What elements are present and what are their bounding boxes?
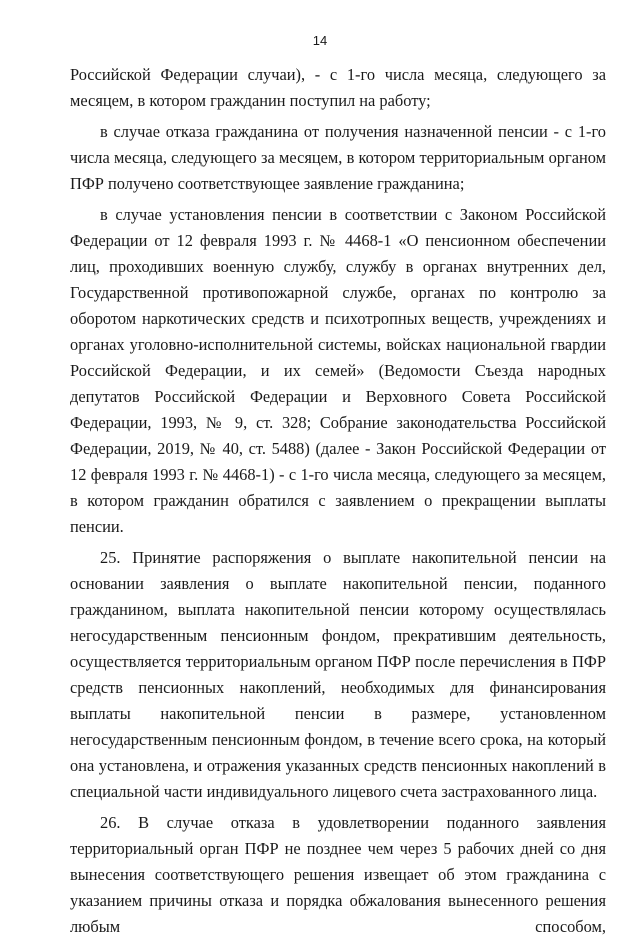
paragraph-item-25: 25. Принятие распоряжения о выплате накопительной пенсии на основании заявления о выплате накопительной пенсии, поданного гражданином, выплата накопительной пенсии которому осуществлялась негосударственным пенсионным фондом, прекратившим деятельность, осуществляется территориальным органом ПФР после перечисления в ПФР средств пенсионных накоплений, необходимых для финансирования выплаты накопительной пенсии в размере, установленном негосударственным пенсионным фондом, в течение всего срока, на который она установлена, и отражения указанных средств пенсионных накоплений в специальной части индивидуального лицевого счета застрахованного лица.: [70, 548, 606, 801]
paragraph-refusal-case: в случае отказа гражданина от получения назначенной пенсии - с 1-го числа месяца, следующего за месяцем, в котором территориальным органом ПФР получено соответствующее заявление гражданина;: [70, 122, 606, 193]
paragraph-law-4468-case: в случае установления пенсии в соответствии с Законом Российской Федерации от 12 февраля 1993 г. № 4468-1 «О пенсионном обеспечении лиц, проходивших военную службу, службу в органах внутренних дел, Государственной противопожарной службе, органах по контролю за оборотом наркотических средств и психотропных веществ, учреждениях и органах уголовно-исполнительной системы, войсках национальной гвардии Российской Федерации, и их семей» (Ведомости Съезда народных депутатов Российской Федерации и Верховного Совета Российской Федерации, 1993, № 9, ст. 328; Собрание законодательства Российской Федерации, 2019, № 40, ст. 5488) (далее - Закон Российской Федерации от 12 февраля 1993 г. № 4468-1) - с 1-го числа месяца, следующего за месяцем, в котором гражданин обратился с заявлением о прекращении выплаты пенсии.: [70, 205, 606, 536]
page-number: 14: [312, 33, 328, 48]
paragraph-item-26: 26. В случае отказа в удовлетворении поданного заявления территориальный орган ПФР не позднее чем через 5 рабочих дней со дня вынесения соответствующего решения извещает об этом гражданина с указанием причины отказа и порядка обжалования вынесенного решения любым способом,: [70, 813, 606, 936]
paragraph-continuation: Российской Федерации случаи), - с 1-го числа месяца, следующего за месяцем, в котором гражданин поступил на работу;: [70, 65, 606, 110]
document-body: [70, 62, 606, 945]
